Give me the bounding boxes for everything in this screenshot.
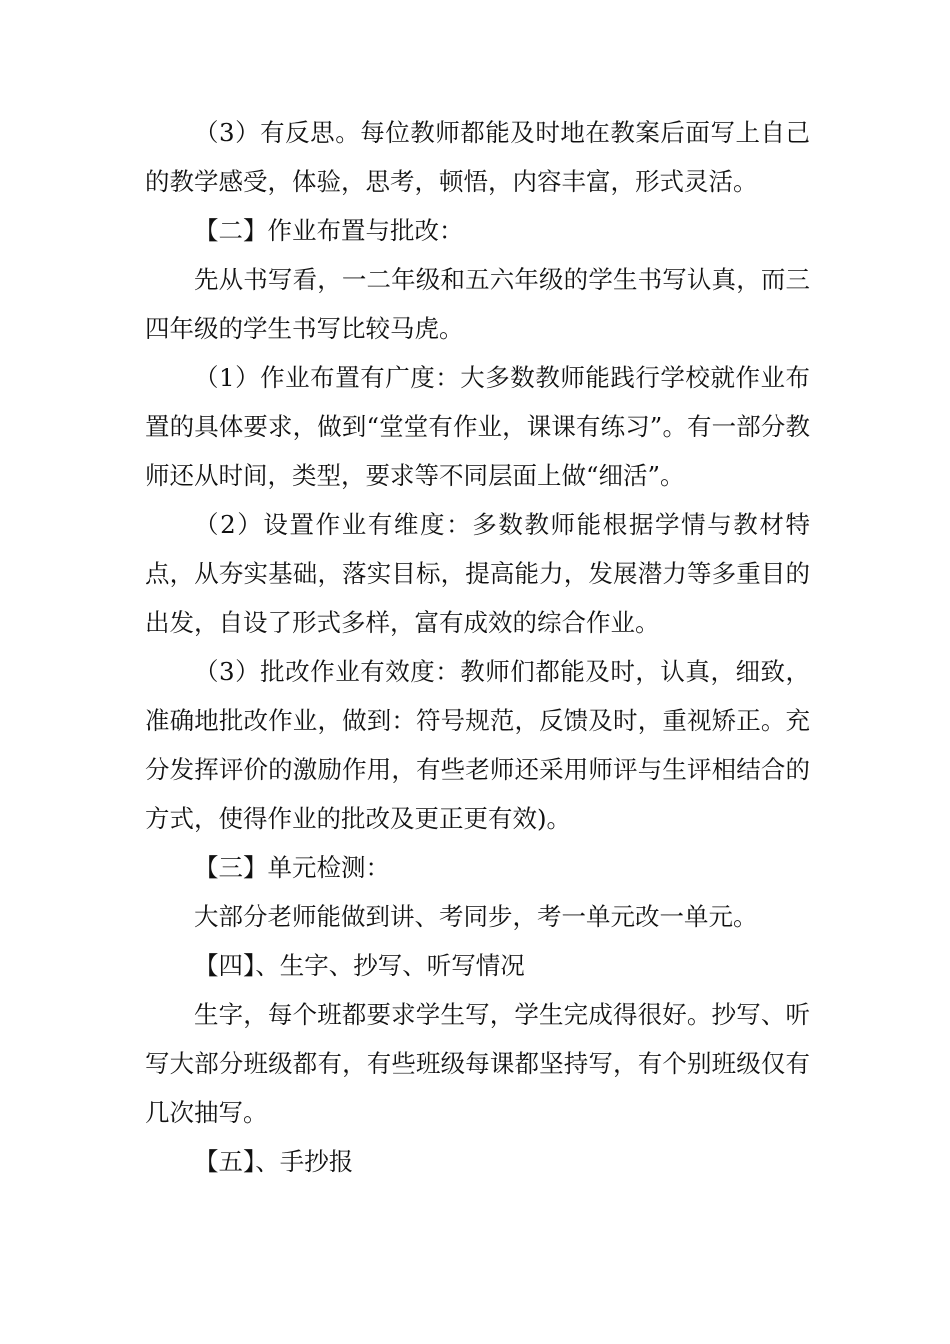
section-heading-handcopy-newspaper: 【五】、手抄报 <box>194 1147 354 1176</box>
paragraph-homework-dimension: （2）设置作业有维度：多数教师能根据学情与教材特点，从夯实基础，落实目标，提高能力，发展潜力等多重目的出发，自设了形式多样，富有成效的综合作业。 <box>145 510 810 637</box>
paragraph-dictation: 生字，每个班都要求学生写，学生完成得很好。抄写、听写大部分班级都有，有些班级每课都坚持写，有个别班级仅有几次抽写。 <box>145 1000 810 1127</box>
paragraph-handwriting: 先从书写看，一二年级和五六年级的学生书写认真，而三四年级的学生书写比较马虎。 <box>145 265 810 343</box>
section-heading-unit-test: 【三】单元检测： <box>194 853 390 882</box>
section-heading-dictation: 【四】、生字、抄写、听写情况 <box>194 951 525 980</box>
document-body <box>145 108 810 1186</box>
paragraph-unit-test: 大部分老师能做到讲、考同步，考一单元改一单元。 <box>194 902 758 931</box>
paragraph-reflection: （3）有反思。每位教师都能及时地在教案后面写上自己的教学感受，体验，思考，顿悟，内容丰富，形式灵活。 <box>145 118 810 196</box>
section-heading-homework: 【二】作业布置与批改： <box>194 216 464 245</box>
paragraph-homework-breadth: （1）作业布置有广度：大多数教师能践行学校就作业布置的具体要求，做到“堂堂有作业，课课有练习”。有一部分教师还从时间，类型，要求等不同层面上做“细活”。 <box>145 363 810 490</box>
paragraph-homework-effectiveness: （3）批改作业有效度：教师们都能及时，认真，细致，准确地批改作业，做到：符号规范，反馈及时，重视矫正。充分发挥评价的激励作用，有些老师还采用师评与生评相结合的方式，使得作业的批改及更正更有效)。 <box>145 657 810 833</box>
